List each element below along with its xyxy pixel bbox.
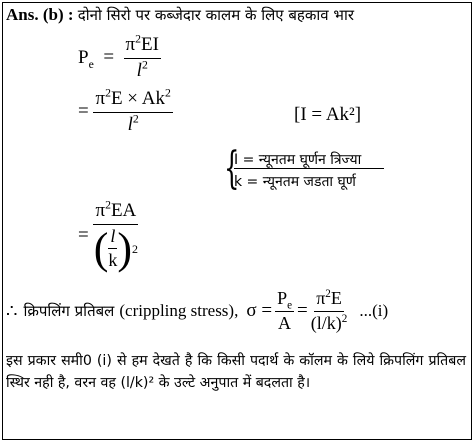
equation-3: = $\pi^2EA$ ( $\frac{l}{k}$ ) 2 xyxy=(78,198,139,273)
header-title: दोनो सिरो पर कब्जेदार कालम के लिए बहकाव भार xyxy=(77,6,354,24)
eq3-fraction: $\pi^2EA$ ( $\frac{l}{k}$ ) 2 xyxy=(93,198,139,273)
stress-equation: ∴ क्रिपलिंग प्रतिबल (crippling stress), σ = $\frac{P_e}{A}$ = $\frac{\pi^2E}{(l/k)^2}$ ...(i) xyxy=(6,288,389,333)
eq2-note: [I = Ak²] xyxy=(294,104,362,125)
left-brace-icon: { xyxy=(224,143,240,194)
eq2-fraction: $\frac{\pi^2E \times Ak^2}{l^2}$ xyxy=(95,86,171,135)
answer-label: Ans. (b) : xyxy=(6,5,74,24)
equation-2: = $\frac{\pi^2E \times Ak^2}{l^2}$ xyxy=(78,86,171,135)
stress-frac-2: $\frac{\pi^2E}{(l/k)^2}$ xyxy=(310,288,348,333)
conclusion-paragraph: इस प्रकार समी0 (i) से हम देखते है कि किसी पदार्थ के कॉलम के लिये क्रिपलिंग प्रतिबल स्थिर नही है, वरन वह (l/k)² के उल्टे अनुपात में बदलता है। xyxy=(6,353,466,391)
legend-line-1: I = न्यूनतम घूर्णन त्रिज्या xyxy=(234,152,362,168)
legend-line-2: k = न्यूनतम जडता घूर्ण xyxy=(234,174,356,190)
eq1-fraction: $\frac{\pi^2EI}{l^2}$ xyxy=(125,32,159,81)
equation-1: $P_e$ = $\frac{\pi^2EI}{l^2}$ xyxy=(78,32,159,81)
stress-frac-1: $\frac{P_e}{A}$ xyxy=(277,288,293,333)
eq1-lhs: $P_e$ xyxy=(78,46,94,71)
legend-divider xyxy=(234,168,384,169)
answer-header xyxy=(6,5,354,25)
